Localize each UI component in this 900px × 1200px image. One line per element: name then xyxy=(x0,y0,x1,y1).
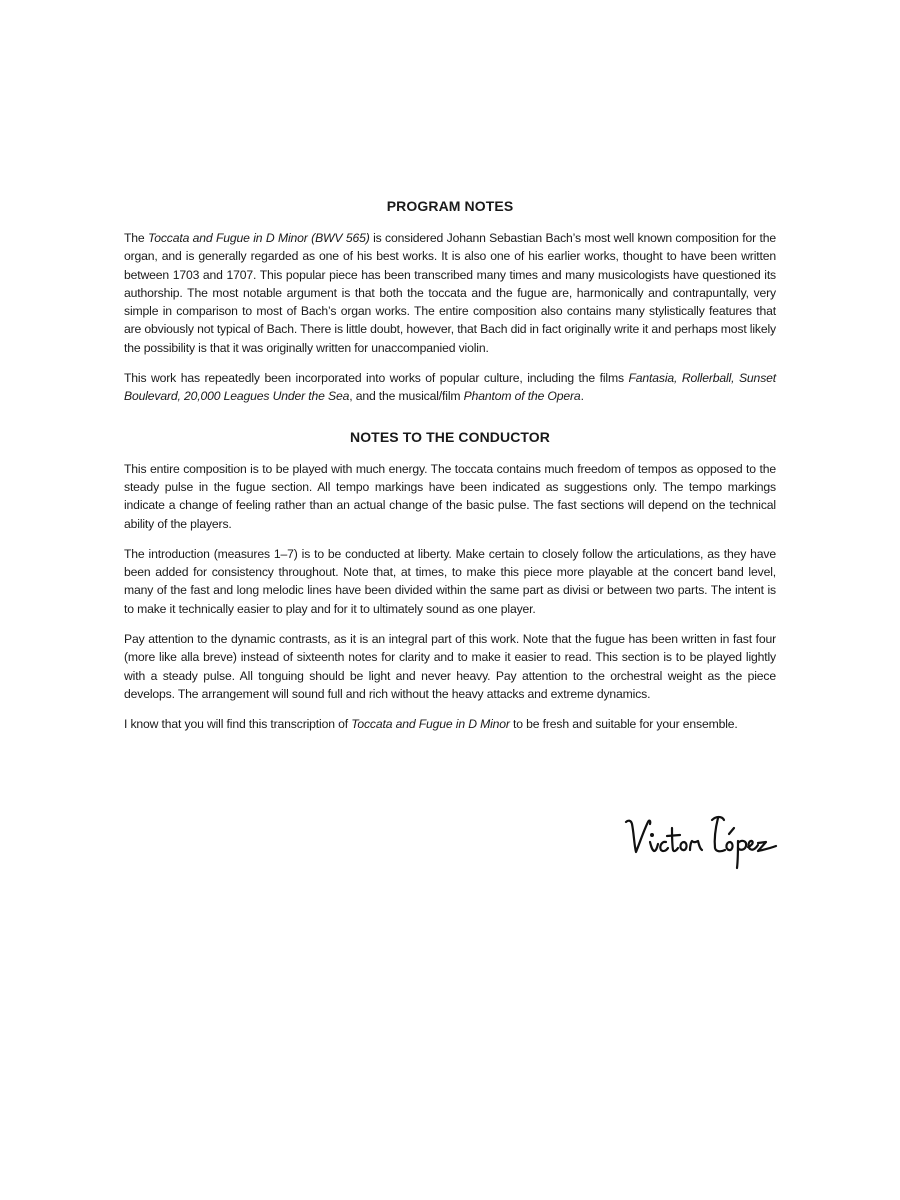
films-italic: Fantasia, Rollerball, Sunset Boulevard, 20,000 Leagues Under the Sea xyxy=(124,371,776,404)
text-run: The xyxy=(124,231,149,245)
text-run: . xyxy=(580,389,584,404)
work-title-italic: Toccata and Fugue in D Minor (BWV 565) xyxy=(148,231,370,245)
conductor-notes-paragraph-3: Pay attention to the dynamic contrasts, as it is an integral part of this work. Note that the fugue has been written in fast four (more like alla breve) instead of sixteenth notes for clarity and to make it easier to read. This section is to be played lightly with a steady pulse. All tonguing should be light and never heavy. Pay attention to the orchestral weight as the piece develops. The arrangement will sound full and rich without the heavy attacks and extreme dynamics. xyxy=(124,632,776,701)
program-notes-paragraph-2 xyxy=(124,369,776,406)
work-title-italic: Toccata and Fugue in D Minor xyxy=(351,717,510,732)
text-run: This work has repeatedly been incorporated into works of popular culture, including the films xyxy=(124,371,629,386)
text-run: , and the musical/film xyxy=(349,389,464,404)
program-notes-heading: PROGRAM NOTES xyxy=(386,198,514,214)
text-run: I know that you will find this transcription of xyxy=(124,717,352,732)
conductor-notes-paragraph-4 xyxy=(124,715,776,733)
musical-title-italic: Phantom of the Opera xyxy=(463,389,581,404)
document-body xyxy=(124,197,776,746)
conductor-notes-paragraph-2: The introduction (measures 1–7) is to be conducted at liberty. Make certain to closely follow the articulations, as they have been added for consistency throughout. Note that, at times, to make this piece more playable at the concert band level, many of the fast and long melodic lines have been divided within the same part as divisi or between two parts. The intent is to make it technically easier to play and for it to ultimately sound as one player. xyxy=(124,546,776,616)
text-run: is considered Johann Sebastian Bach’s most well known composition for the organ, and is generally regarded as one of his best works. It is also one of his earlier works, thought to have been written between 1703 and 1707. This popular piece has been transcribed many times and many musicologists have questioned its authorship. The most notable argument is that both the toccata and the fugue are, harmonically and contrapuntally, very simple in comparison to most of Bach’s organ works. The entire composition also contains many stylistically features that are obviously not typical of Bach. There is little doubt, however, that Bach did in fact originally write it and perhaps most likely the possibility is that it was originally written for unaccompanied violin. xyxy=(124,231,776,355)
text-run: to be fresh and suitable for your ensemble. xyxy=(509,717,738,732)
conductor-notes-paragraph-1: This entire composition is to be played with much energy. The toccata contains much freedom of tempos as opposed to the steady pulse in the fugue section. All tempo markings have been indicated as suggestions only. The tempo markings indicate a change of feeling rather than an actual change of the basic pulse. The fast sections will depend on the technical ability of the players. xyxy=(124,461,776,531)
program-notes-paragraph-1 xyxy=(124,229,776,357)
handwritten-signature xyxy=(620,808,780,872)
conductor-notes-heading: NOTES TO THE CONDUCTOR xyxy=(349,428,551,445)
